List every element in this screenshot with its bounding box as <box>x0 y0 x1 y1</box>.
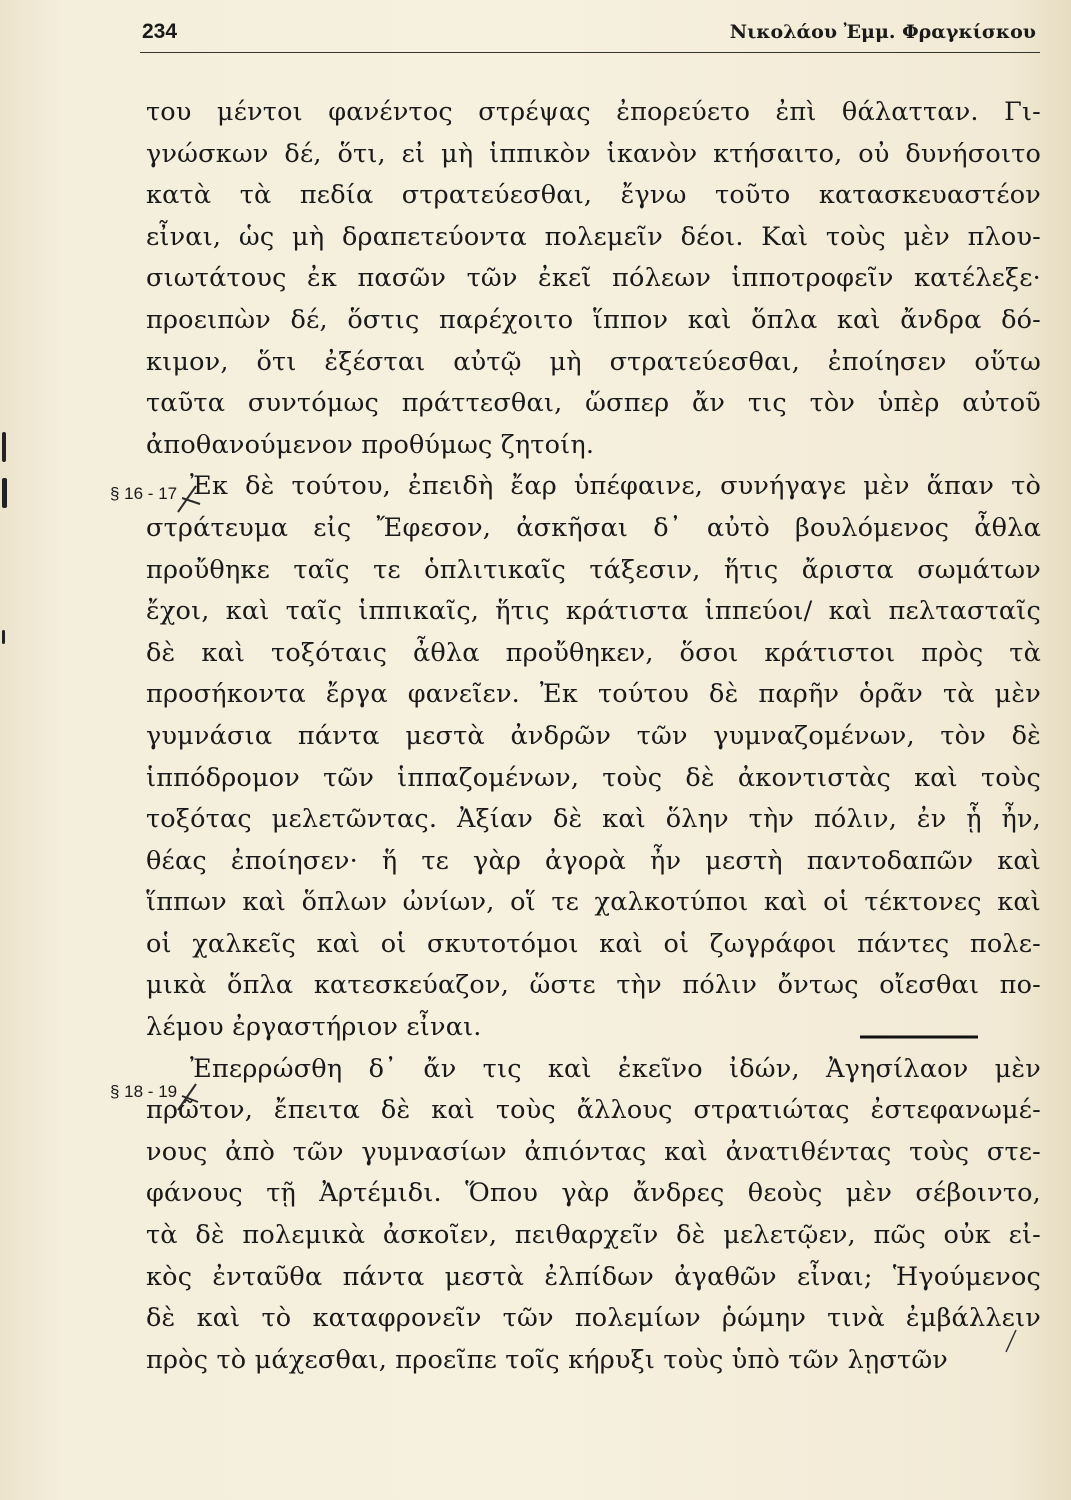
text-line: ταῦτα συντόμως πράττεσθαι, ὥσπερ ἄν τις τὸν ὑπὲρ αὐτοῦ <box>146 388 1041 419</box>
text-line: πρῶτον, ἔπειτα δὲ καὶ τοὺς ἄλλους στρατιώτας ἐστεφανωμέ- <box>146 1095 1041 1126</box>
page-header <box>140 18 1040 53</box>
section-marker-16-17: § 16 - 17 <box>110 484 178 503</box>
text-line: Ἐπερρώσθη δ᾽ ἄν τις καὶ ἐκεῖνο ἰδών, Ἀγησίλαον μὲν <box>190 1053 1041 1084</box>
text-line: νους ἀπὸ τῶν γυμνασίων ἀπιόντας καὶ ἀνατιθέντας τοὺς στε- <box>146 1136 1041 1167</box>
greek-text-body <box>146 92 1041 1381</box>
text-line: Ἐκ δὲ τούτου, ἐπειδὴ ἔαρ ὑπέφαινε, συνήγαγε μὲν ἅπαν τὸ <box>190 471 1041 502</box>
text-line: μικὰ ὅπλα κατεσκεύαζον, ὥστε τὴν πόλιν ὄντως οἴεσθαι πο- <box>146 970 1041 1001</box>
text-line: σιωτάτους ἐκ πασῶν τῶν ἐκεῖ πόλεων ἱπποτροφεῖν κατέλεξε· <box>146 263 1041 294</box>
margin-pencil-mark <box>2 432 6 462</box>
text-line: εἶναι, ὡς μὴ δραπετεύοντα πολεμεῖν δέοι. Καὶ τοὺς μὲν πλου- <box>146 221 1041 252</box>
text-line: θέας ἐποίησεν· ἥ τε γὰρ ἀγορὰ ἦν μεστὴ παντοδαπῶν καὶ <box>146 845 1041 876</box>
text-line: στράτευμα εἰς Ἔφεσον, ἀσκῆσαι δ᾽ αὐτὸ βουλόμενος ἆθλα <box>146 512 1041 543</box>
text-line: γνώσκων δέ, ὅτι, εἰ μὴ ἱππικὸν ἱκανὸν κτήσαιτο, οὐ δυνήσοιτο <box>146 138 1041 169</box>
text-line: ἵππων καὶ ὅπλων ὠνίων, οἵ τε χαλκοτύποι καὶ οἱ τέκτονες καὶ <box>146 887 1041 918</box>
text-line: φάνους τῇ Ἀρτέμιδι. Ὅπου γὰρ ἄνδρες θεοὺς μὲν σέβοιντο, <box>146 1178 1041 1209</box>
text-line: δὲ καὶ τοξόταις ἆθλα προὔθηκεν, ὅσοι κράτιστοι πρὸς τὰ <box>146 637 1041 668</box>
text-line: γυμνάσια πάντα μεστὰ ἀνδρῶν τῶν γυμναζομένων, τὸν δὲ <box>146 720 1041 751</box>
text-line: του μέντοι φανέντος στρέψας ἐπορεύετο ἐπὶ θάλατταν. Γι- <box>146 97 1041 127</box>
text-line: ἀποθανούμενον προθύμως ζητοίη. <box>146 429 595 460</box>
text-line: τοξότας μελετῶντας. Ἀξίαν δὲ καὶ ὅλην τὴν πόλιν, ἐν ᾗ ἦν, <box>146 804 1041 835</box>
text-line: προσήκοντα ἔργα φανεῖεν. Ἐκ τούτου δὲ παρῆν ὁρᾶν τὰ μὲν <box>146 679 1041 710</box>
page-number: 234 <box>142 20 178 43</box>
text-line: πρὸς τὸ μάχεσθαι, προεῖπε τοῖς κήρυξι τοὺς ὑπὸ τῶν λῃστῶν <box>146 1344 949 1375</box>
text-line: δὲ καὶ τὸ καταφρονεῖν τῶν πολεμίων ῥώμην τινὰ ἐμβάλλειν <box>146 1303 1041 1334</box>
text-line: κὸς ἐνταῦθα πάντα μεστὰ ἐλπίδων ἀγαθῶν εἶναι; Ἡγούμενος <box>146 1261 1041 1292</box>
text-line: ἱππόδρομον τῶν ἱππαζομένων, τοὺς δὲ ἀκοντιστὰς καὶ τοὺς <box>146 762 1041 793</box>
text-line: προειπὼν δέ, ὅστις παρέχοιτο ἵππον καὶ ὅπλα καὶ ἄνδρα δό- <box>146 304 1041 335</box>
running-head: Νικολάου Ἐμμ. Φραγκίσκου <box>729 21 1036 43</box>
text-line: τὰ δὲ πολεμικὰ ἀσκοῖεν, πειθαρχεῖν δὲ μελετῷεν, πῶς οὐκ εἰ- <box>146 1220 1041 1251</box>
margin-pencil-mark <box>2 630 5 644</box>
text-line: οἱ χαλκεῖς καὶ οἱ σκυτοτόμοι καὶ οἱ ζωγράφοι πάντες πολε- <box>146 928 1041 959</box>
text-line: προὔθηκε ταῖς τε ὁπλιτικαῖς τάξεσιν, ἥτις ἄριστα σωμάτων <box>146 554 1041 585</box>
text-line: λέμου ἐργαστήριον εἶναι. <box>146 1012 482 1043</box>
margin-pencil-mark <box>2 478 7 508</box>
text-line: ἔχοι, καὶ ταῖς ἱππικαῖς, ἥτις κράτιστα ἱππεύοι/ καὶ πελτασταῖς <box>146 596 1041 627</box>
text-line: κιμον, ὅτι ἐξέσται αὐτῷ μὴ στρατεύεσθαι, ἐποίησεν οὕτω <box>146 346 1041 377</box>
section-marker-18-19: § 18 - 19 <box>110 1082 178 1101</box>
text-line: κατὰ τὰ πεδία στρατεύεσθαι, ἔγνω τοῦτο κατασκευαστέον <box>146 180 1041 211</box>
